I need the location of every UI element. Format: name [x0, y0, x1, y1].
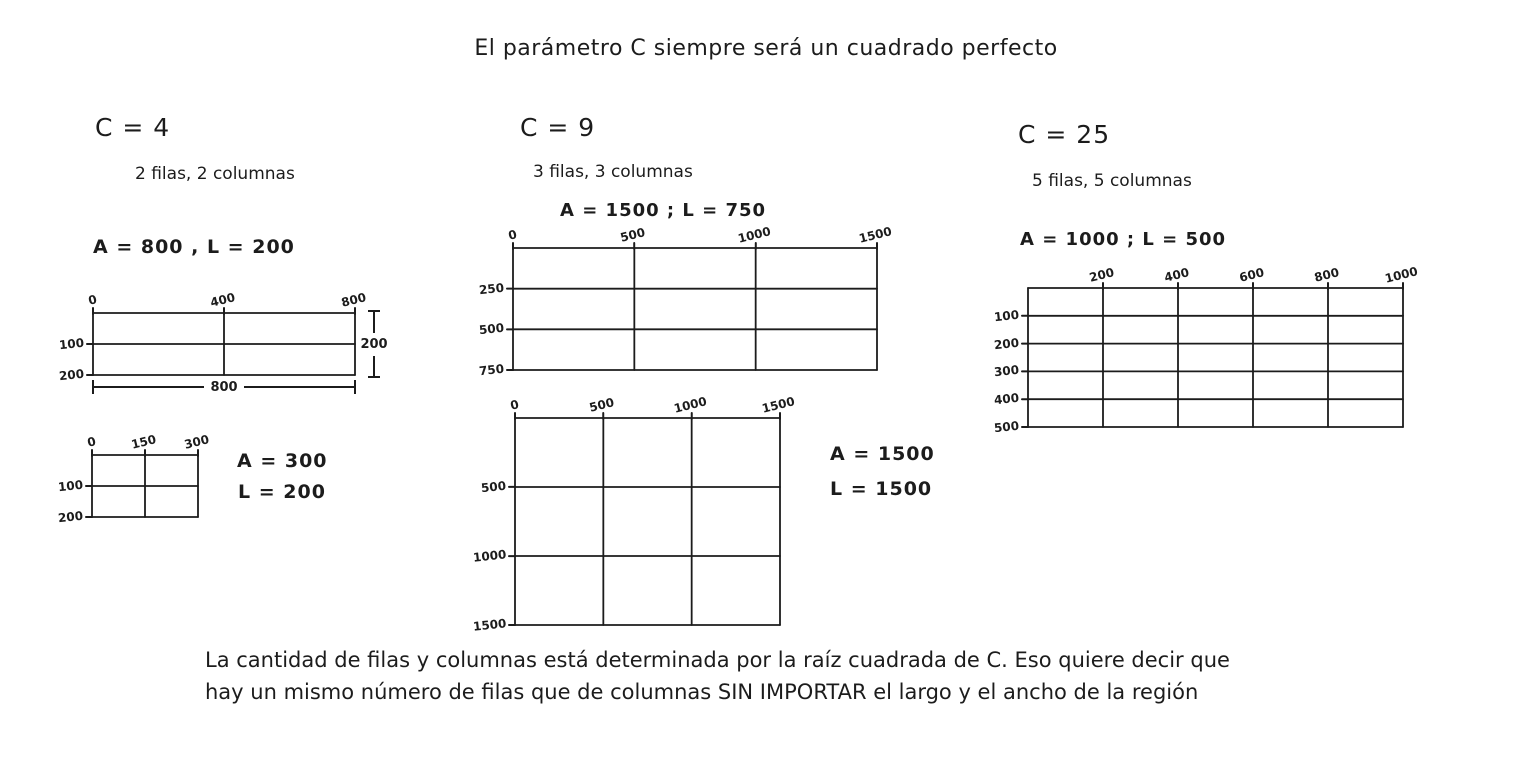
- y-tick-label: 750: [478, 361, 505, 379]
- y-tick-label: 1000: [471, 547, 507, 565]
- section-c25-subtitle: 5 filas, 5 columnas: [1032, 171, 1192, 191]
- c9-grid2-length-label: L = 1500: [830, 478, 933, 500]
- y-tick-label: 100: [58, 335, 85, 353]
- grid-lines: [515, 418, 780, 625]
- y-tick-label: 200: [58, 366, 85, 384]
- section-c4-header: C = 4: [95, 113, 171, 142]
- x-tick-label: 1500: [857, 224, 894, 246]
- x-tick-label: 800: [1312, 265, 1341, 285]
- x-tick-label: 600: [1237, 265, 1266, 285]
- c4-grid2-area-label: A = 300: [237, 450, 328, 472]
- c4-grid1-area-length-label: A = 800 , L = 200: [93, 236, 295, 258]
- x-tick-label: 0: [86, 292, 99, 308]
- measure-line: [94, 386, 204, 388]
- x-tick-label: 0: [508, 397, 521, 413]
- x-tick-label: 1000: [1383, 264, 1420, 286]
- c25-grid-area-length-label: A = 1000 ; L = 500: [1020, 229, 1227, 250]
- y-tick-label: 200: [993, 335, 1020, 352]
- footer-note: [205, 644, 1325, 708]
- grid-lines: [1028, 288, 1403, 427]
- x-tick-label: 1000: [672, 394, 708, 416]
- x-tick-label: 1500: [760, 394, 797, 416]
- c25-grid: [993, 264, 1420, 436]
- x-tick-label: 0: [85, 434, 98, 450]
- footer-note-line2: hay un mismo número de filas que de columnas SIN IMPORTAR el largo y el ancho de la región: [205, 680, 1199, 704]
- x-tick-label: 400: [1162, 265, 1191, 285]
- y-tick-label: 200: [57, 508, 84, 526]
- x-tick-label: 300: [182, 432, 211, 452]
- footer-note-line1: La cantidad de filas y columnas está determinada por la raíz cuadrada de C. Eso quiere decir que: [205, 648, 1230, 672]
- y-tick-label: 1500: [471, 616, 507, 634]
- c9-grid-wide: [478, 224, 894, 379]
- measure-line: [244, 386, 354, 388]
- y-tick-label: 100: [993, 307, 1020, 325]
- x-tick-label: 400: [208, 290, 237, 310]
- y-tick-label: 250: [478, 280, 505, 297]
- y-tick-label: 300: [993, 363, 1020, 380]
- x-tick-label: 800: [339, 290, 368, 310]
- y-tick-label: 500: [478, 321, 505, 338]
- section-c4-subtitle: 2 filas, 2 columnas: [135, 164, 295, 184]
- x-tick-label: 500: [588, 395, 616, 415]
- x-tick-label: 500: [619, 225, 647, 245]
- c4-height-measure: [361, 310, 387, 378]
- y-tick-label: 500: [480, 478, 507, 496]
- x-tick-label: 150: [129, 432, 158, 452]
- section-c9-subtitle: 3 filas, 3 columnas: [533, 162, 693, 182]
- measure-line: [373, 312, 375, 333]
- measure-endcap: [368, 376, 380, 378]
- c4-grid-small: [57, 432, 211, 526]
- section-c9-header: C = 9: [520, 113, 596, 142]
- measure-endcap: [354, 380, 356, 394]
- x-tick-label: 0: [506, 227, 519, 243]
- c9-grid1-area-length-label: A = 1500 ; L = 750: [560, 200, 767, 221]
- c4-width-measure: [92, 379, 356, 395]
- grid-lines: [93, 313, 355, 375]
- c4-width-measure-label: 800: [210, 379, 238, 395]
- y-tick-label: 100: [57, 477, 84, 495]
- c4-height-measure-label: 200: [360, 336, 388, 352]
- x-tick-label: 1000: [736, 224, 773, 246]
- y-tick-label: 500: [993, 418, 1020, 436]
- c9-grid-square: [471, 394, 797, 634]
- measure-line: [373, 356, 375, 377]
- grid-lines: [92, 455, 198, 517]
- x-tick-label: 200: [1087, 265, 1116, 285]
- y-tick-label: 400: [993, 390, 1020, 408]
- grid-lines: [513, 248, 877, 370]
- c9-grid2-area-label: A = 1500: [830, 443, 935, 465]
- page-title: El parámetro C siempre será un cuadrado perfecto: [474, 36, 1058, 61]
- c4-grid-large: [58, 290, 368, 384]
- c4-grid2-length-label: L = 200: [238, 481, 326, 503]
- section-c25-header: C = 25: [1018, 120, 1111, 149]
